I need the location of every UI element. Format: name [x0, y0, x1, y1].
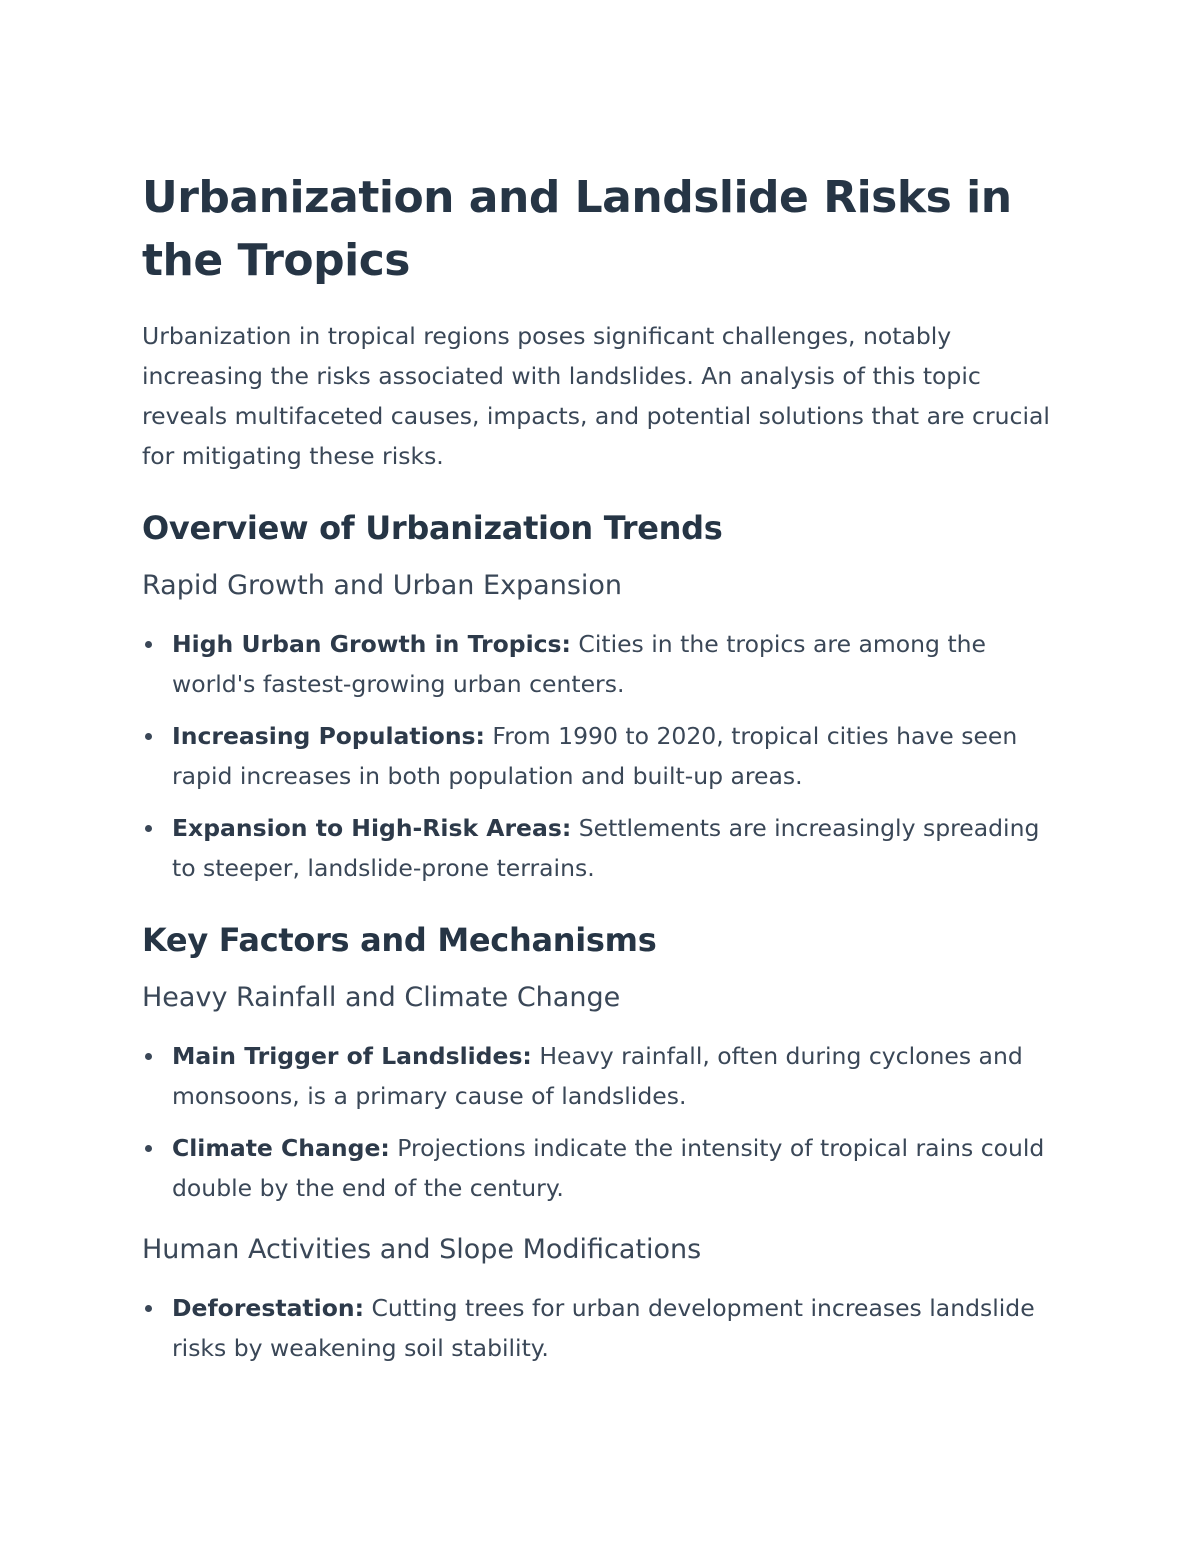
list-item [142, 1036, 1062, 1116]
section-heading-key-factors: Key Factors and Mechanisms [142, 921, 657, 959]
page-title: Urbanization and Landslide Risks in the Tropics [142, 172, 1012, 286]
list-item [142, 624, 1062, 704]
bullet-icon [145, 1053, 152, 1060]
bullet-icon [145, 1145, 152, 1152]
bullet-list-rapid-growth [142, 624, 1062, 888]
bullet-list-heavy-rainfall [142, 1036, 1062, 1208]
list-item-text: Cities in the tropics are among the world's fastest-growing urban centers. [172, 630, 987, 698]
list-item-term: Climate Change: [172, 1134, 390, 1162]
list-item [142, 1128, 1062, 1208]
list-item [142, 716, 1062, 796]
bullet-icon [145, 733, 152, 740]
bullet-icon [145, 825, 152, 832]
bullet-icon [145, 641, 152, 648]
list-item-text: From 1990 to 2020, tropical cities have seen rapid increases in both population and built-up areas. [172, 722, 1018, 790]
subsection-heading-heavy-rainfall: Heavy Rainfall and Climate Change [142, 982, 621, 1013]
bullet-list-human-activities [142, 1288, 1062, 1368]
list-item-term: High Urban Growth in Tropics: [172, 630, 571, 658]
list-item-text: Settlements are increasingly spreading to steeper, landslide-prone terrains. [172, 814, 1040, 882]
intro-paragraph: Urbanization in tropical regions poses significant challenges, notably increasing the risks associated with landslides. An analysis of this topic reveals multifaceted causes, impacts, and potential solutions that are crucial for mitigating these risks. [142, 322, 1050, 470]
list-item-text: Cutting trees for urban development increases landslide risks by weakening soil stability. [172, 1294, 1035, 1362]
bullet-icon [145, 1305, 152, 1312]
list-item [142, 1288, 1062, 1368]
list-item-text: Projections indicate the intensity of tropical rains could double by the end of the century. [172, 1134, 1045, 1202]
list-item-term: Main Trigger of Landslides: [172, 1042, 532, 1070]
subsection-heading-human-activities: Human Activities and Slope Modifications [142, 1234, 702, 1265]
document-content [142, 166, 1062, 1380]
list-item-term: Expansion to High-Risk Areas: [172, 814, 572, 842]
list-item [142, 808, 1062, 888]
list-item-term: Increasing Populations: [172, 722, 485, 750]
list-item-term: Deforestation: [172, 1294, 364, 1322]
subsection-heading-rapid-growth: Rapid Growth and Urban Expansion [142, 570, 623, 601]
section-heading-overview: Overview of Urbanization Trends [142, 509, 723, 547]
list-item-text: Heavy rainfall, often during cyclones and monsoons, is a primary cause of landslides. [172, 1042, 1023, 1110]
